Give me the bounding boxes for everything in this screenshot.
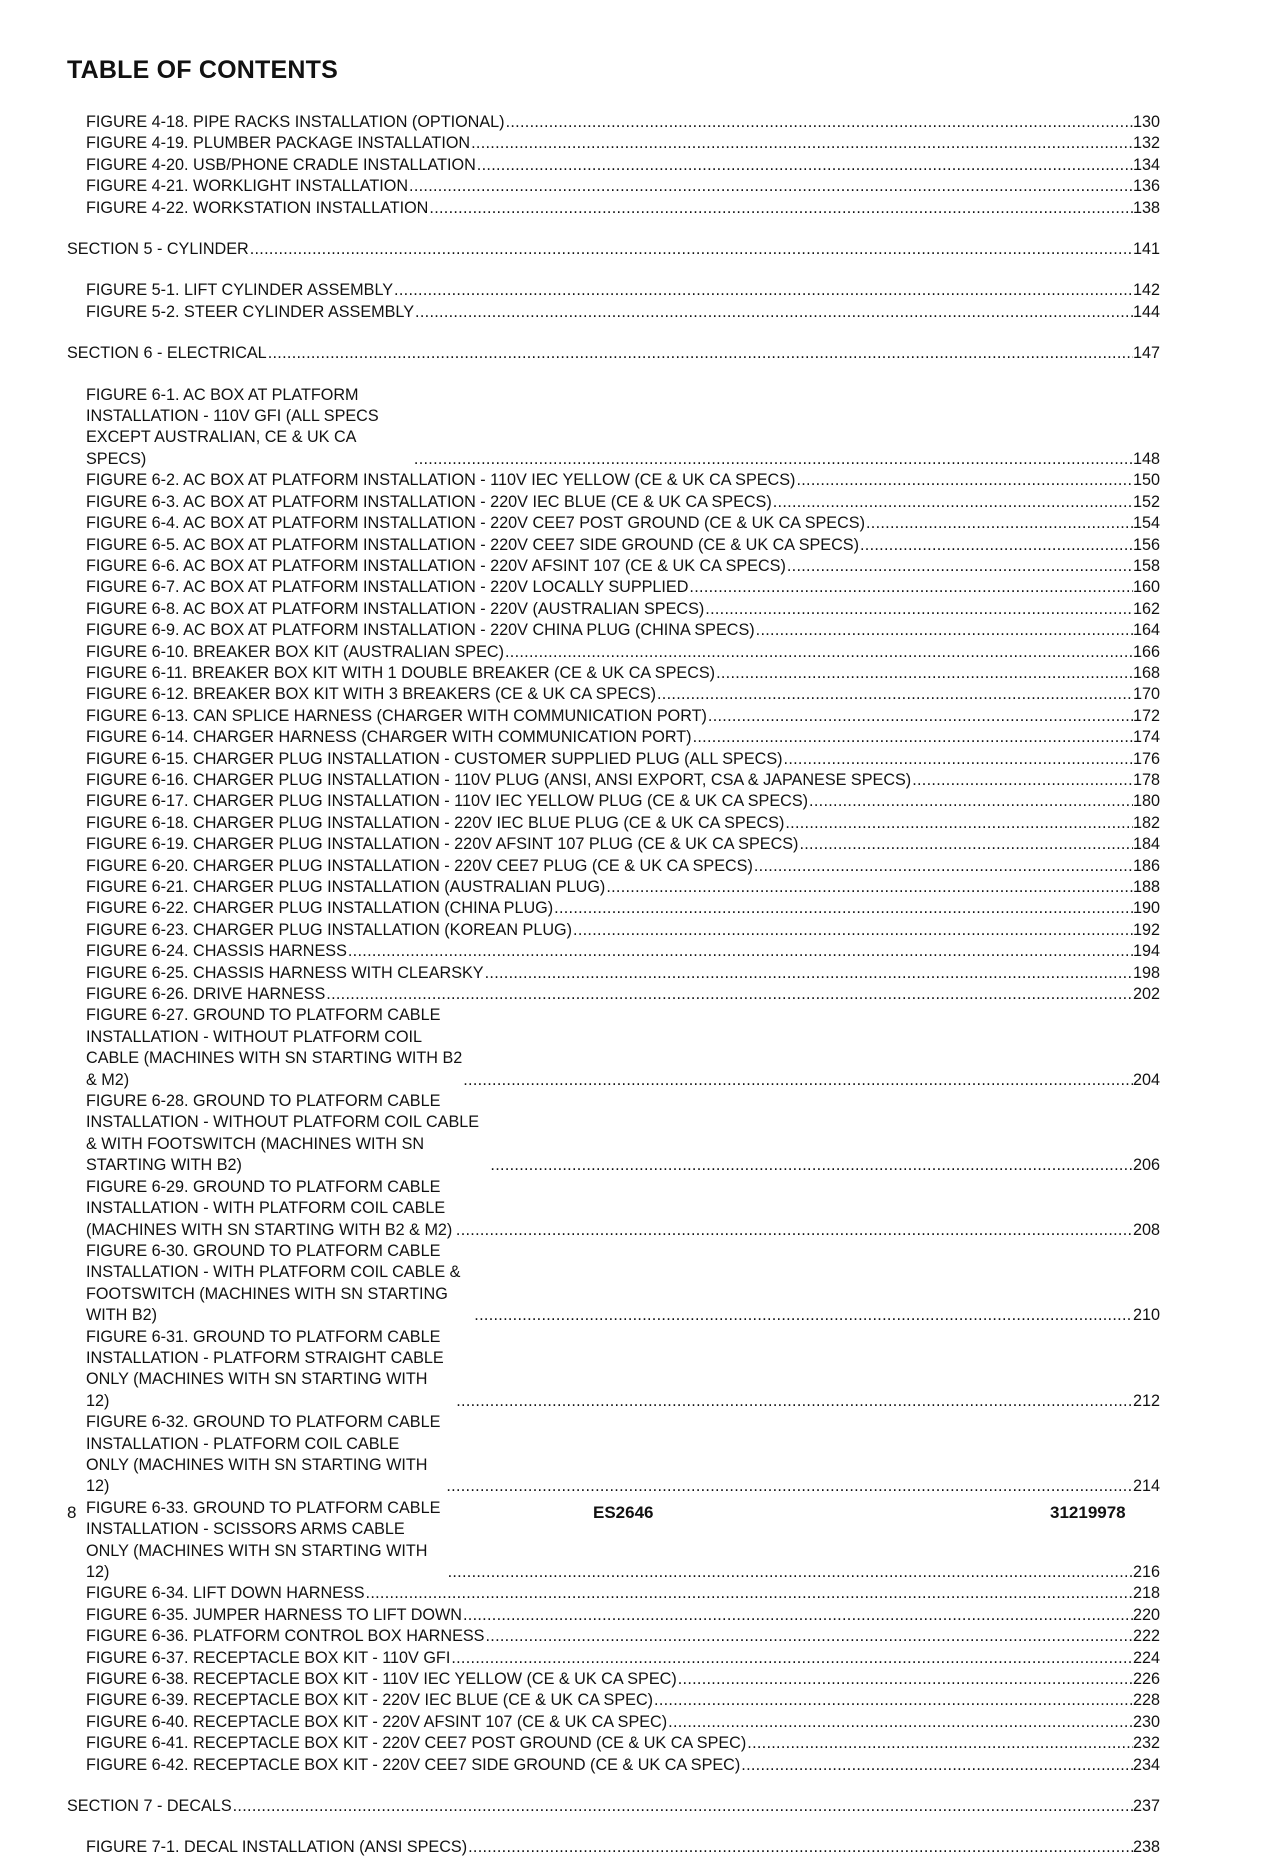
dot-leader xyxy=(783,749,1133,770)
toc-entry-label: SECTION 7 - DECALS xyxy=(67,1797,232,1816)
toc-entry-page: 237 xyxy=(1132,1797,1160,1816)
toc-entry-page: 156 xyxy=(1132,535,1160,554)
toc-entry-page: 136 xyxy=(1132,177,1160,196)
toc-entry-page: 234 xyxy=(1132,1755,1160,1774)
toc-entry-page: 212 xyxy=(1132,1391,1160,1410)
toc-entry-label: FIGURE 5-1. LIFT CYLINDER ASSEMBLY xyxy=(86,281,394,300)
toc-entry-label: FIGURE 6-11. BREAKER BOX KIT WITH 1 DOUBLE BREAKER (CE & UK CA SPECS) xyxy=(86,663,716,682)
toc-figure-entry[interactable] xyxy=(67,984,1160,1005)
dot-leader xyxy=(467,1837,1133,1858)
toc-entry-label: FIGURE 4-20. USB/PHONE CRADLE INSTALLATION xyxy=(86,155,476,174)
toc-entry-label: FIGURE 6-28. GROUND TO PLATFORM CABLE INSTALLATION - WITHOUT PLATFORM COIL CABLE & WITH FOOTSWITCH (MACHINES WITH SN STARTING WITH B2) xyxy=(86,1092,480,1175)
dot-leader xyxy=(462,1070,1133,1091)
dot-leader xyxy=(740,1755,1133,1776)
toc-entry-label: FIGURE 4-22. WORKSTATION INSTALLATION xyxy=(86,198,429,217)
dot-leader xyxy=(325,984,1133,1005)
dot-leader xyxy=(476,155,1133,176)
dot-leader xyxy=(462,1605,1133,1626)
toc-entry-label: FIGURE 6-17. CHARGER PLUG INSTALLATION - 110V IEC YELLOW PLUG (CE & UK CA SPECS) xyxy=(86,792,809,811)
dot-leader xyxy=(911,770,1133,791)
toc-entry-page: 147 xyxy=(1132,344,1160,363)
toc-figure-entry[interactable] xyxy=(67,877,1160,898)
toc-entry-page: 188 xyxy=(1132,878,1160,896)
toc-entry-label: FIGURE 4-18. PIPE RACKS INSTALLATION (OPTIONAL) xyxy=(86,113,505,131)
toc-entry-label: FIGURE 6-5. AC BOX AT PLATFORM INSTALLATION - 220V CEE7 SIDE GROUND (CE & UK CA SPECS) xyxy=(86,535,859,554)
toc-entry-page: 160 xyxy=(1132,578,1160,597)
toc-list xyxy=(67,112,1160,1859)
toc-entry-page: 216 xyxy=(1132,1563,1160,1581)
dot-leader xyxy=(473,1305,1133,1326)
toc-entry-label: FIGURE 6-9. AC BOX AT PLATFORM INSTALLATION - 220V CHINA PLUG (CHINA SPECS) xyxy=(86,621,755,640)
toc-figure-entry[interactable] xyxy=(67,770,1160,791)
toc-entry-label: SECTION 5 - CYLINDER xyxy=(67,240,249,259)
toc-entry-label: FIGURE 6-25. CHASSIS HARNESS WITH CLEARSKY xyxy=(86,963,484,982)
toc-entry-page: 174 xyxy=(1132,728,1160,747)
toc-entry-page: 142 xyxy=(1132,281,1160,300)
page-title: TABLE OF CONTENTS xyxy=(67,56,338,84)
toc-figure-entry[interactable] xyxy=(67,642,1160,663)
toc-entry-page: 141 xyxy=(1132,240,1160,259)
dot-leader xyxy=(408,176,1133,197)
toc-figure-entry[interactable] xyxy=(67,599,1160,620)
toc-entry-label: FIGURE 6-38. RECEPTACLE BOX KIT - 110V IEC YELLOW (CE & UK CA SPEC) xyxy=(86,1670,677,1689)
toc-figure-entry[interactable] xyxy=(67,155,1160,176)
toc-entry-label: FIGURE 6-24. CHASSIS HARNESS xyxy=(86,942,347,961)
toc-entry-page: 190 xyxy=(1132,899,1160,918)
toc-entry-label: FIGURE 6-8. AC BOX AT PLATFORM INSTALLATION - 220V (AUSTRALIAN SPECS) xyxy=(86,599,705,618)
toc-entry-label: FIGURE 6-18. CHARGER PLUG INSTALLATION - 220V IEC BLUE PLUG (CE & UK CA SPECS) xyxy=(86,813,785,832)
dot-leader xyxy=(605,877,1133,898)
toc-entry-label: FIGURE 6-2. AC BOX AT PLATFORM INSTALLATION - 110V IEC YELLOW (CE & UK CA SPECS) xyxy=(86,471,796,490)
toc-entry-page: 192 xyxy=(1132,920,1160,939)
dot-leader xyxy=(653,1690,1133,1711)
dot-leader xyxy=(393,280,1133,301)
toc-figure-entry[interactable] xyxy=(67,1412,1160,1498)
dot-leader xyxy=(553,898,1133,919)
toc-entry-page: 162 xyxy=(1132,599,1160,618)
toc-figure-entry[interactable] xyxy=(67,663,1160,684)
toc-entry-page: 164 xyxy=(1132,621,1160,640)
toc-entry-label: FIGURE 6-27. GROUND TO PLATFORM CABLE INSTALLATION - WITHOUT PLATFORM COIL CABLE (MACHINES WITH SN STARTING WITH B2 & M2) xyxy=(86,1006,463,1089)
dot-leader xyxy=(772,492,1133,513)
toc-figure-entry[interactable] xyxy=(67,1733,1160,1754)
toc-entry-label: FIGURE 6-32. GROUND TO PLATFORM CABLE INSTALLATION - PLATFORM COIL CABLE ONLY (MACHINES WITH SN STARTING WITH 12) xyxy=(86,1413,441,1496)
toc-entry-label: FIGURE 6-13. CAN SPLICE HARNESS (CHARGER WITH COMMUNICATION PORT) xyxy=(86,706,707,725)
toc-entry-label: FIGURE 6-34. LIFT DOWN HARNESS xyxy=(86,1584,365,1603)
toc-entry-label: FIGURE 6-15. CHARGER PLUG INSTALLATION - CUSTOMER SUPPLIED PLUG (ALL SPECS) xyxy=(86,749,783,768)
dot-leader xyxy=(784,813,1133,834)
toc-figure-entry[interactable] xyxy=(67,749,1160,770)
dot-leader xyxy=(865,513,1133,534)
toc-entry-page: 202 xyxy=(1132,985,1160,1004)
toc-entry-page: 178 xyxy=(1132,770,1160,789)
footer-model: ES2646 xyxy=(593,1503,654,1522)
toc-entry-page: 138 xyxy=(1132,198,1160,217)
toc-entry-page: 222 xyxy=(1132,1627,1160,1646)
toc-entry-page: 170 xyxy=(1132,685,1160,704)
toc-entry-page: 134 xyxy=(1132,155,1160,174)
toc-entry-page: 220 xyxy=(1132,1605,1160,1624)
toc-figure-entry[interactable] xyxy=(67,898,1160,919)
toc-entry-page: 238 xyxy=(1132,1838,1160,1857)
toc-figure-entry[interactable] xyxy=(67,1177,1160,1241)
dot-leader xyxy=(677,1669,1133,1690)
toc-figure-entry[interactable] xyxy=(67,963,1160,984)
toc-entry-label: FIGURE 6-12. BREAKER BOX KIT WITH 3 BREAKERS (CE & UK CA SPECS) xyxy=(86,685,656,704)
dot-leader xyxy=(798,834,1133,855)
toc-figure-entry[interactable] xyxy=(67,176,1160,197)
toc-figure-entry[interactable] xyxy=(67,385,1160,471)
dot-leader xyxy=(455,1220,1133,1241)
toc-figure-entry[interactable] xyxy=(67,856,1160,877)
toc-figure-entry[interactable] xyxy=(67,577,1160,598)
toc-figure-entry[interactable] xyxy=(67,1755,1160,1776)
toc-entry-label: FIGURE 6-35. JUMPER HARNESS TO LIFT DOWN xyxy=(86,1605,462,1624)
dot-leader xyxy=(786,556,1133,577)
toc-entry-label: FIGURE 4-21. WORKLIGHT INSTALLATION xyxy=(86,177,409,196)
toc-figure-entry[interactable] xyxy=(67,535,1160,556)
toc-figure-entry[interactable] xyxy=(67,1648,1160,1669)
toc-entry-page: 214 xyxy=(1132,1477,1160,1496)
toc-figure-entry[interactable] xyxy=(67,198,1160,219)
toc-entry-label: FIGURE 6-37. RECEPTACLE BOX KIT - 110V GFI xyxy=(86,1648,451,1667)
dot-leader xyxy=(484,1626,1133,1647)
toc-figure-entry[interactable] xyxy=(67,513,1160,534)
toc-entry-label: FIGURE 6-23. CHARGER PLUG INSTALLATION (KOREAN PLUG) xyxy=(86,920,573,939)
toc-figure-entry[interactable] xyxy=(67,1091,1160,1177)
toc-entry-page: 210 xyxy=(1132,1306,1160,1325)
dot-leader xyxy=(808,791,1133,812)
toc-entry-page: 182 xyxy=(1132,813,1160,832)
toc-entry-page: 158 xyxy=(1132,556,1160,575)
dot-leader xyxy=(505,112,1133,133)
toc-entry-page: 130 xyxy=(1132,113,1160,131)
dot-leader xyxy=(267,343,1133,364)
dot-leader xyxy=(667,1712,1133,1733)
toc-entry-label: FIGURE 6-22. CHARGER PLUG INSTALLATION (CHINA PLUG) xyxy=(86,899,554,918)
toc-entry-label: FIGURE 6-30. GROUND TO PLATFORM CABLE INSTALLATION - WITH PLATFORM COIL CABLE & FOOTSWITCH (MACHINES WITH SN STARTING WITH B2) xyxy=(86,1241,461,1325)
toc-figure-entry[interactable] xyxy=(67,302,1160,323)
toc-entry-page: 186 xyxy=(1132,856,1160,875)
toc-entry-label: FIGURE 6-16. CHARGER PLUG INSTALLATION - 110V PLUG (ANSI, ANSI EXPORT, CSA & JAPANESE SPECS) xyxy=(86,770,912,789)
dot-leader xyxy=(707,706,1133,727)
dot-leader xyxy=(447,1562,1133,1583)
dot-leader xyxy=(572,920,1133,941)
dot-leader xyxy=(859,535,1133,556)
dot-leader xyxy=(715,663,1133,684)
toc-figure-entry[interactable] xyxy=(67,1712,1160,1733)
toc-entry-page: 148 xyxy=(1132,449,1160,468)
toc-entry-page: 144 xyxy=(1132,302,1160,321)
toc-entry-page: 150 xyxy=(1132,471,1160,490)
dot-leader xyxy=(428,198,1133,219)
toc-entry-label: FIGURE 7-1. DECAL INSTALLATION (ANSI SPECS) xyxy=(86,1838,468,1857)
toc-entry-page: 184 xyxy=(1132,835,1160,854)
toc-entry-label: FIGURE 5-2. STEER CYLINDER ASSEMBLY xyxy=(86,302,415,321)
toc-entry-page: 208 xyxy=(1132,1220,1160,1239)
toc-entry-label: FIGURE 6-20. CHARGER PLUG INSTALLATION - 220V CEE7 PLUG (CE & UK CA SPECS) xyxy=(86,856,753,875)
toc-entry-page: 132 xyxy=(1132,134,1160,153)
toc-entry-page: 152 xyxy=(1132,492,1160,511)
toc-entry-label: FIGURE 6-1. AC BOX AT PLATFORM INSTALLATION - 110V GFI (ALL SPECS EXCEPT AUSTRALIAN, CE & UK CA SPECS) xyxy=(86,385,379,468)
toc-figure-entry[interactable] xyxy=(67,813,1160,834)
dot-leader xyxy=(795,470,1133,491)
dot-leader xyxy=(755,620,1133,641)
toc-figure-entry[interactable] xyxy=(67,1837,1160,1858)
toc-entry-label: FIGURE 6-4. AC BOX AT PLATFORM INSTALLATION - 220V CEE7 POST GROUND (CE & UK CA SPECS) xyxy=(86,514,865,533)
dot-leader xyxy=(688,577,1133,598)
toc-figure-entry[interactable] xyxy=(67,1669,1160,1690)
toc-figure-entry[interactable] xyxy=(67,556,1160,577)
toc-figure-entry[interactable] xyxy=(67,1241,1160,1327)
dot-leader xyxy=(504,642,1133,663)
toc-entry-page: 180 xyxy=(1132,792,1160,811)
toc-figure-entry[interactable] xyxy=(67,492,1160,513)
toc-figure-entry[interactable] xyxy=(67,470,1160,491)
toc-entry-label: FIGURE 6-3. AC BOX AT PLATFORM INSTALLATION - 220V IEC BLUE (CE & UK CA SPECS) xyxy=(86,492,772,511)
toc-figure-entry[interactable] xyxy=(67,1605,1160,1626)
toc-entry-page: 224 xyxy=(1132,1648,1160,1667)
toc-entry-page: 228 xyxy=(1132,1691,1160,1710)
toc-figure-entry[interactable] xyxy=(67,620,1160,641)
footer-doc-number: 31219978 xyxy=(1050,1503,1126,1522)
toc-entry-label: FIGURE 6-21. CHARGER PLUG INSTALLATION (AUSTRALIAN PLUG) xyxy=(86,878,606,896)
dot-leader xyxy=(445,1476,1133,1497)
toc-figure-entry[interactable] xyxy=(67,1005,1160,1091)
toc-entry-label: FIGURE 6-36. PLATFORM CONTROL BOX HARNESS xyxy=(86,1627,485,1646)
dot-leader xyxy=(753,856,1133,877)
dot-leader xyxy=(232,1796,1133,1817)
footer-page-number: 8 xyxy=(67,1503,77,1522)
toc-entry-label: FIGURE 6-39. RECEPTACLE BOX KIT - 220V IEC BLUE (CE & UK CA SPEC) xyxy=(86,1691,654,1710)
toc-entry-label: FIGURE 6-19. CHARGER PLUG INSTALLATION - 220V AFSINT 107 PLUG (CE & UK CA SPECS) xyxy=(86,835,799,854)
dot-leader xyxy=(455,1391,1133,1412)
toc-figure-entry[interactable] xyxy=(67,920,1160,941)
dot-leader xyxy=(746,1733,1133,1754)
toc-entry-page: 198 xyxy=(1132,963,1160,982)
dot-leader xyxy=(365,1583,1133,1604)
toc-figure-entry[interactable] xyxy=(67,1626,1160,1647)
dot-leader xyxy=(484,963,1133,984)
toc-section-entry[interactable] xyxy=(67,343,1160,364)
toc-figure-entry[interactable] xyxy=(67,684,1160,705)
toc-entry-label: FIGURE 6-10. BREAKER BOX KIT (AUSTRALIAN SPEC) xyxy=(86,642,504,661)
toc-entry-page: 176 xyxy=(1132,749,1160,768)
dot-leader xyxy=(347,941,1133,962)
toc-entry-label: FIGURE 6-41. RECEPTACLE BOX KIT - 220V CEE7 POST GROUND (CE & UK CA SPEC) xyxy=(86,1734,747,1753)
toc-entry-label: SECTION 6 - ELECTRICAL xyxy=(67,344,267,363)
dot-leader xyxy=(249,239,1133,260)
toc-entry-page: 166 xyxy=(1132,642,1160,661)
dot-leader xyxy=(489,1155,1133,1176)
toc-entry-page: 172 xyxy=(1132,706,1160,725)
toc-figure-entry[interactable] xyxy=(67,1583,1160,1604)
toc-figure-entry[interactable] xyxy=(67,1327,1160,1413)
toc-entry-label: FIGURE 6-6. AC BOX AT PLATFORM INSTALLATION - 220V AFSINT 107 (CE & UK CA SPECS) xyxy=(86,556,786,575)
dot-leader xyxy=(470,133,1133,154)
toc-figure-entry[interactable] xyxy=(67,706,1160,727)
dot-leader xyxy=(656,684,1133,705)
toc-entry-page: 232 xyxy=(1132,1734,1160,1753)
toc-entry-label: FIGURE 6-26. DRIVE HARNESS xyxy=(86,985,326,1004)
toc-section-entry[interactable] xyxy=(67,1796,1160,1817)
toc-entry-page: 218 xyxy=(1132,1584,1160,1603)
toc-entry-page: 154 xyxy=(1132,514,1160,533)
dot-leader xyxy=(704,599,1133,620)
toc-figure-entry[interactable] xyxy=(67,727,1160,748)
toc-entry-page: 204 xyxy=(1132,1070,1160,1089)
toc-entry-page: 206 xyxy=(1132,1156,1160,1175)
toc-entry-label: FIGURE 6-42. RECEPTACLE BOX KIT - 220V CEE7 SIDE GROUND (CE & UK CA SPEC) xyxy=(86,1755,741,1774)
dot-leader xyxy=(413,449,1133,470)
toc-figure-entry[interactable] xyxy=(67,133,1160,154)
toc-section-entry[interactable] xyxy=(67,239,1160,260)
toc-entry-label: FIGURE 6-40. RECEPTACLE BOX KIT - 220V AFSINT 107 (CE & UK CA SPEC) xyxy=(86,1712,668,1731)
toc-entry-page: 168 xyxy=(1132,663,1160,682)
toc-entry-label: FIGURE 6-29. GROUND TO PLATFORM CABLE INSTALLATION - WITH PLATFORM COIL CABLE (MACHINES WITH SN STARTING WITH B2 & M2) xyxy=(86,1177,453,1239)
toc-entry-label: FIGURE 6-33. GROUND TO PLATFORM CABLE INSTALLATION - SCISSORS ARMS CABLE ONLY (MACHINES WITH SN STARTING WITH 12) xyxy=(86,1498,441,1581)
toc-figure-entry[interactable] xyxy=(67,1690,1160,1711)
toc-figure-entry[interactable] xyxy=(67,791,1160,812)
toc-figure-entry[interactable] xyxy=(67,280,1160,301)
toc-figure-entry[interactable] xyxy=(67,941,1160,962)
toc-entry-label: FIGURE 6-14. CHARGER HARNESS (CHARGER WITH COMMUNICATION PORT) xyxy=(86,728,692,747)
toc-entry-label: FIGURE 4-19. PLUMBER PACKAGE INSTALLATION xyxy=(86,134,471,153)
toc-entry-page: 194 xyxy=(1132,942,1160,961)
toc-figure-entry[interactable] xyxy=(67,834,1160,855)
dot-leader xyxy=(692,727,1133,748)
toc-entry-page: 230 xyxy=(1132,1712,1160,1731)
toc-entry-page: 226 xyxy=(1132,1670,1160,1689)
toc-entry-label: FIGURE 6-7. AC BOX AT PLATFORM INSTALLATION - 220V LOCALLY SUPPLIED xyxy=(86,578,689,597)
dot-leader xyxy=(414,302,1133,323)
dot-leader xyxy=(450,1648,1133,1669)
toc-figure-entry[interactable] xyxy=(67,112,1160,133)
toc-entry-label: FIGURE 6-31. GROUND TO PLATFORM CABLE INSTALLATION - PLATFORM STRAIGHT CABLE ONLY (MACHINES WITH SN STARTING WITH 12) xyxy=(86,1327,444,1410)
